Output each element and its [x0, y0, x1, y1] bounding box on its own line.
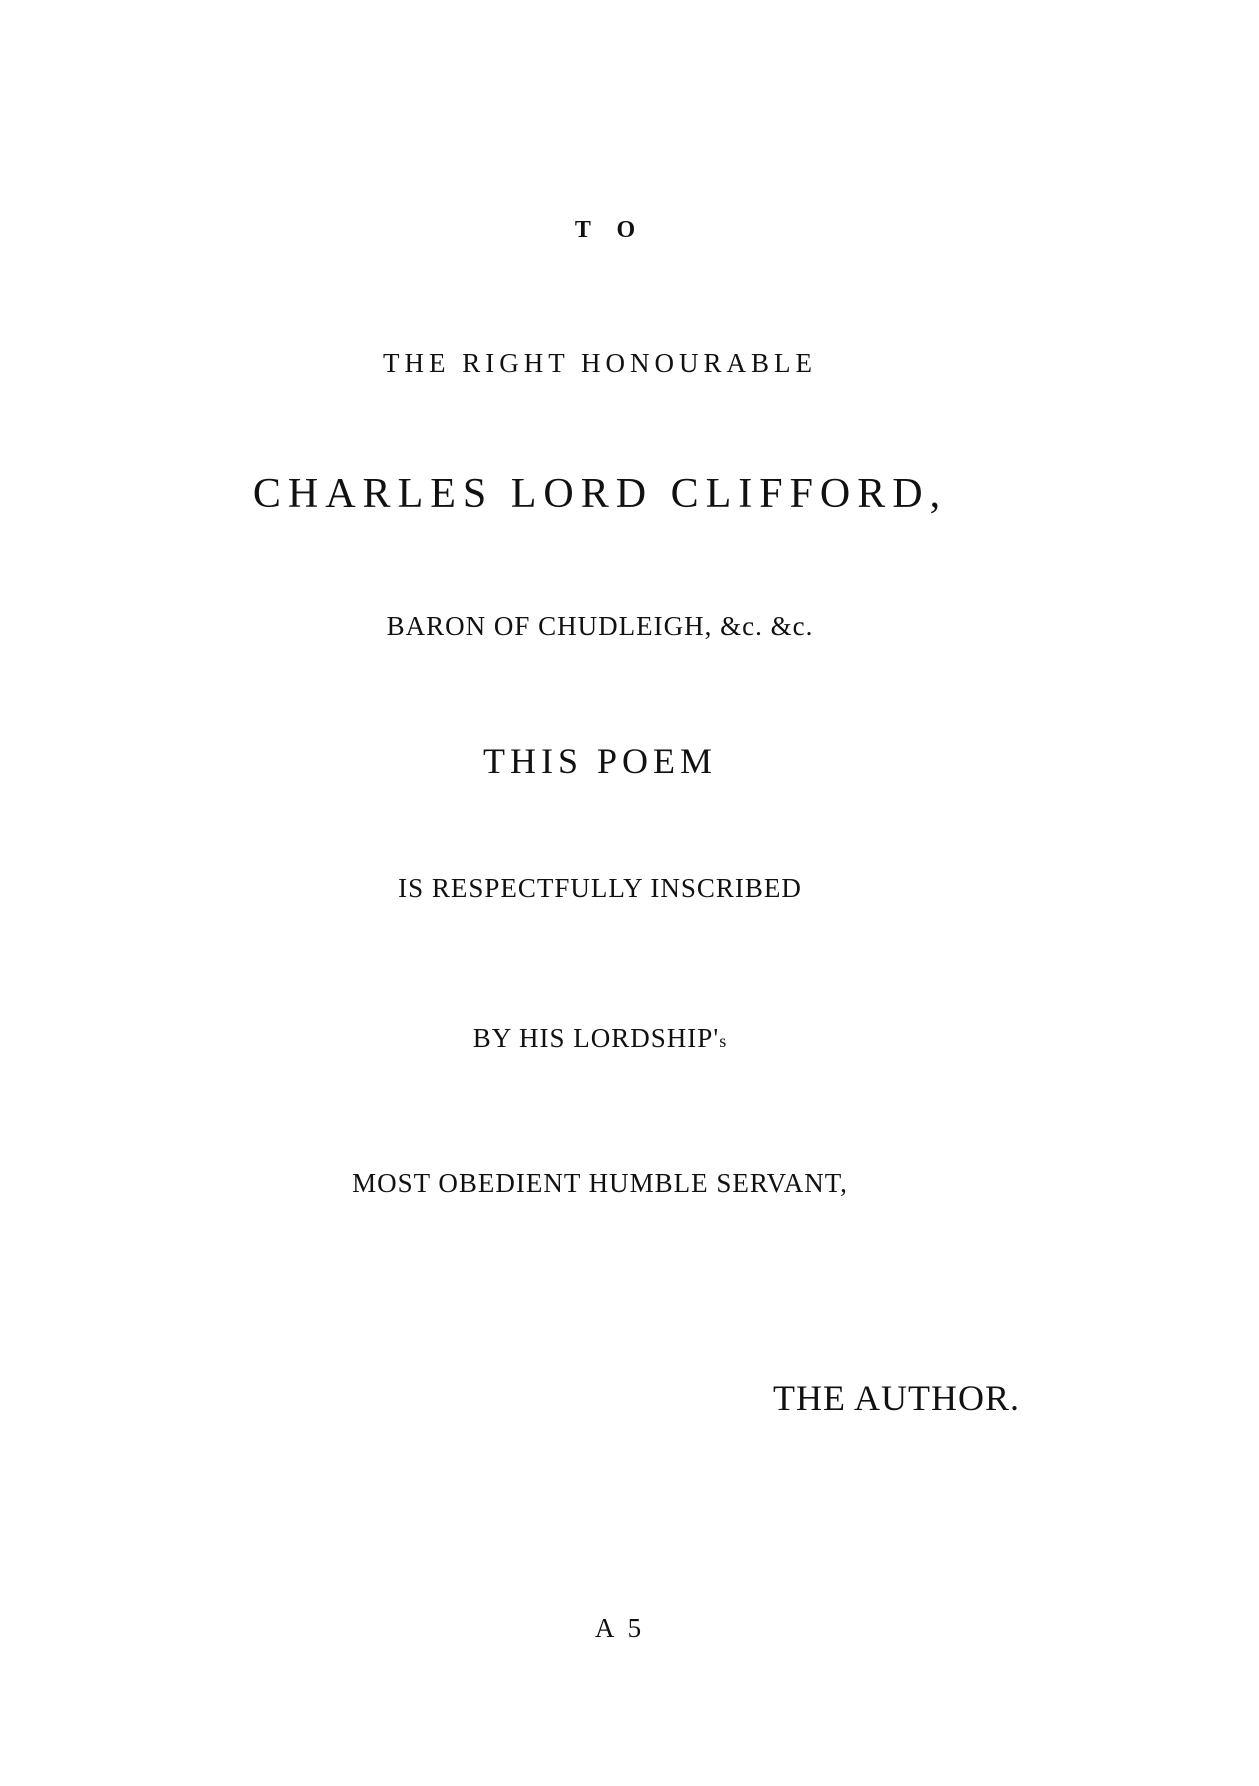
signature-mark: A 5	[594, 1613, 646, 1643]
lordship-text: BY HIS LORDSHIP'	[472, 1023, 720, 1053]
this-poem-line: THIS POEM	[482, 741, 718, 781]
inscribed-line: IS RESPECTFULLY INSCRIBED	[398, 873, 802, 903]
author-signature: THE AUTHOR.	[773, 1378, 1020, 1418]
dedicatee-title: BARON OF CHUDLEIGH, &c. &c.	[386, 611, 814, 641]
dedicatee-name: CHARLES LORD CLIFFORD,	[252, 471, 948, 517]
honorific-line: THE RIGHT HONOURABLE	[383, 348, 817, 378]
servant-line: MOST OBEDIENT HUMBLE SERVANT,	[352, 1168, 848, 1198]
lordship-line	[0, 1025, 1200, 1052]
lordship-suffix: s	[719, 1031, 728, 1051]
dedication-to: T O	[574, 217, 646, 243]
